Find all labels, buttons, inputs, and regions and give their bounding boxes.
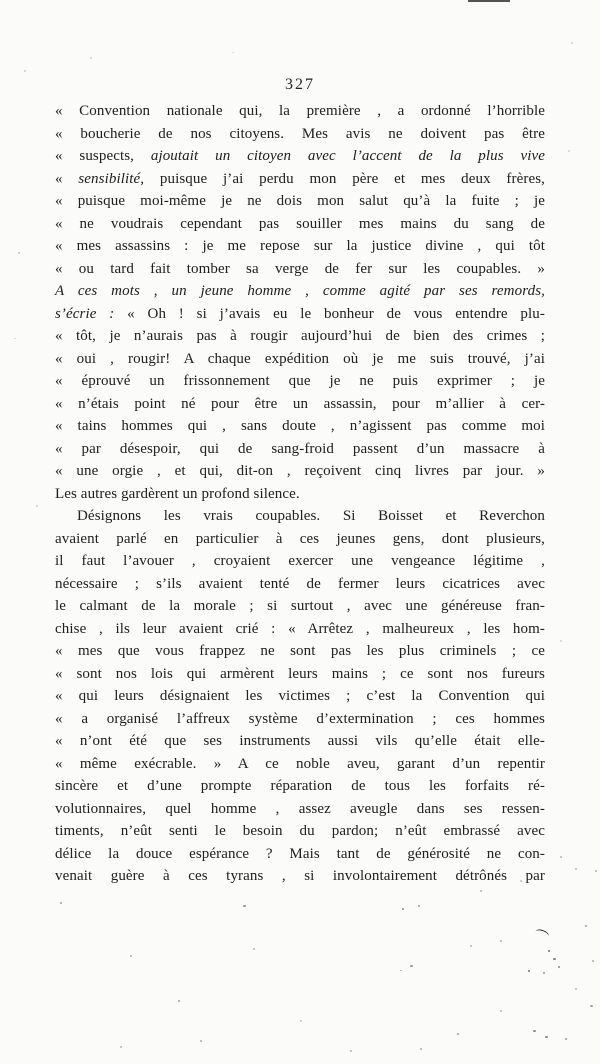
scan-speck [300,1020,302,1022]
scan-speck [120,1046,122,1048]
scan-speck [130,955,132,957]
italic-text-segment: s’écrie : [55,305,128,322]
text-line [55,145,545,168]
text-line [55,415,545,438]
scan-speck [457,1033,459,1035]
scan-speck [420,1048,422,1050]
scan-speck [575,868,577,870]
text-segment: « puisque moi-même je ne dois mon salut qu’à la fuite ; je [55,193,545,209]
scan-speck [90,57,92,59]
scan-speck [528,970,530,972]
text-segment: « boucherie de nos citoyens. Mes avis ne doivent pas être [55,125,545,142]
text-line [55,483,545,506]
text-line [55,190,545,213]
text-line [55,168,545,191]
text-line [55,123,545,146]
text-segment: « une orgie , et qui, dit-on , reçoivent cinq livres par jour. » [55,463,545,479]
text-line [55,460,545,483]
scan-speck [178,1000,180,1002]
text-line [55,438,545,461]
text-segment: « Convention nationale qui, la première , a ordonné l’horrible [55,103,545,119]
scan-speck [350,1050,352,1052]
text-segment: avaient parlé en particulier à ces jeunes gens, dont plusieurs, [55,530,545,547]
scan-speck [595,870,597,872]
text-line [55,235,545,258]
text-line [55,820,545,843]
text-line [55,685,545,708]
scan-speck [402,908,404,910]
text-segment: « oui , rougir! A chaque expédition où je me suis trouvé, j’ai [55,350,545,367]
scan-speck [36,505,38,507]
text-line [55,550,545,573]
text-segment: « n’ont été que ses instruments aussi vils qu’elle était elle- [55,733,545,749]
text-segment: Désignons les vrais coupables. Si Boisset et Reverchon [77,508,545,524]
text-segment: volutionnaires, quel homme , assez aveugle dans ses ressen- [55,800,545,817]
text-block [55,100,545,888]
text-line [55,213,545,236]
scan-speck [24,70,26,72]
text-line [55,528,545,551]
text-segment: « par désespoir, qui de sang-froid passent d’un massacre à [55,440,545,457]
text-line [55,730,545,753]
scan-speck [418,905,420,907]
text-line [55,303,545,326]
text-segment: Les autres gardèrent un profond silence. [55,485,300,502]
text-segment: « tôt, je n’aurais pas à rougir aujourd’hui de bien des crimes ; [55,328,545,344]
text-line [55,370,545,393]
text-segment: « [55,170,79,187]
scan-speck [590,1005,593,1007]
italic-text-segment: sensibilité, [78,170,145,187]
text-line [55,618,545,641]
text-segment: chise , ils leur avaient crié : « Arrêtez , malheureux , les hom- [55,620,545,637]
scan-speck [14,338,16,339]
text-line [55,753,545,776]
text-segment: « mes que vous frappez ne sont pas les plus criminels ; ce [55,643,545,659]
scan-speck [500,1010,502,1012]
scan-speck [571,42,573,44]
scan-speck [520,880,522,882]
text-segment: sincère et d’une prompte réparation de tous les forfaits ré- [55,778,545,794]
text-segment: le calmant de la morale ; si surtout , avec une généreuse fran- [55,598,545,614]
scan-speck [592,960,594,962]
text-segment: « qui leurs désignaient les victimes ; c’est la Convention qui [55,688,545,704]
scan-speck [468,0,510,2]
scan-speck [410,965,413,967]
text-line [55,775,545,798]
scan-speck [200,1040,202,1042]
text-segment: nécessaire ; s’ils avaient tenté de fermer leurs cicatrices avec [55,575,545,592]
scan-speck [253,948,255,950]
scan-speck [60,902,62,904]
scan-speck [553,958,556,960]
text-segment: « tains hommes qui , sans doute , n’agissent pas comme moi [55,418,545,434]
text-line [55,393,545,416]
page-number: 327 [285,76,315,93]
scan-speck [18,252,20,254]
text-segment: délice la douce espérance ? Mais tant de générosité ne con- [55,845,545,862]
scan-ink-curl [534,928,550,940]
text-segment: « éprouvé un frissonnement que je ne puis exprimer ; je [55,373,545,389]
text-line [55,843,545,866]
text-line [55,325,545,348]
text-segment: « ne voudrais cependant pas souiller mes mains du sang de [55,215,545,232]
text-segment: il faut l’avouer , croyaient exercer une vengeance légitime , [55,553,545,569]
scan-speck [568,150,570,152]
scan-speck [480,890,482,892]
scan-speck [585,925,587,927]
text-line [55,640,545,663]
text-segment: « sont nos lois qui armèrent leurs mains ; ce sont nos fureurs [55,665,545,682]
scan-speck [232,52,234,53]
text-line [55,708,545,731]
text-line [55,258,545,281]
italic-text-segment: ajoutait un citoyen avec l’accent de la plus vive [150,148,546,164]
text-line [55,100,545,123]
text-segment: « a organisé l’affreux système d’extermination ; ces hommes [55,710,545,727]
scan-speck [560,856,562,858]
scan-speck [565,1038,567,1040]
text-line [55,280,545,303]
text-segment: « même exécrable. » A ce noble aveu, garant d’un repentir [55,755,545,772]
scan-speck [545,1036,548,1038]
text-segment: « mes assassins : je me repose sur la justice divine , qui tôt [55,238,545,254]
text-segment: « ou tard fait tomber sa verge de fer sur les coupables. » [55,260,545,277]
text-line [55,595,545,618]
scan-speck [575,988,577,990]
italic-text-segment: A ces mots , un jeune homme , comme agité par ses remords, [55,283,545,299]
text-segment: « n’étais point né pour être un assassin, pour m’allier à cer- [55,395,545,412]
text-line [55,573,545,596]
text-segment: « Oh ! si j’avais eu le bonheur de vous entendre plu- [127,305,545,322]
text-line [55,348,545,371]
scan-speck [400,970,402,971]
scan-speck [548,950,550,952]
scan-speck [558,966,560,968]
text-line [55,798,545,821]
text-segment: « suspects, [55,148,151,164]
scan-speck [243,905,246,907]
text-segment: puisque j’ai perdu mon père et mes deux frères, [144,170,545,187]
scan-speck [543,972,545,974]
text-segment: timents, n’eût senti le besoin du pardon; n’eût embrassé avec [55,823,545,839]
text-line [55,865,545,888]
scan-speck [500,940,502,942]
text-line [55,505,545,528]
scan-speck [470,945,472,947]
text-line [55,663,545,686]
scan-speck [560,640,562,642]
scan-speck [533,1030,536,1032]
text-segment: venait guère à ces tyrans , si involontairement détrônés par [55,868,545,884]
